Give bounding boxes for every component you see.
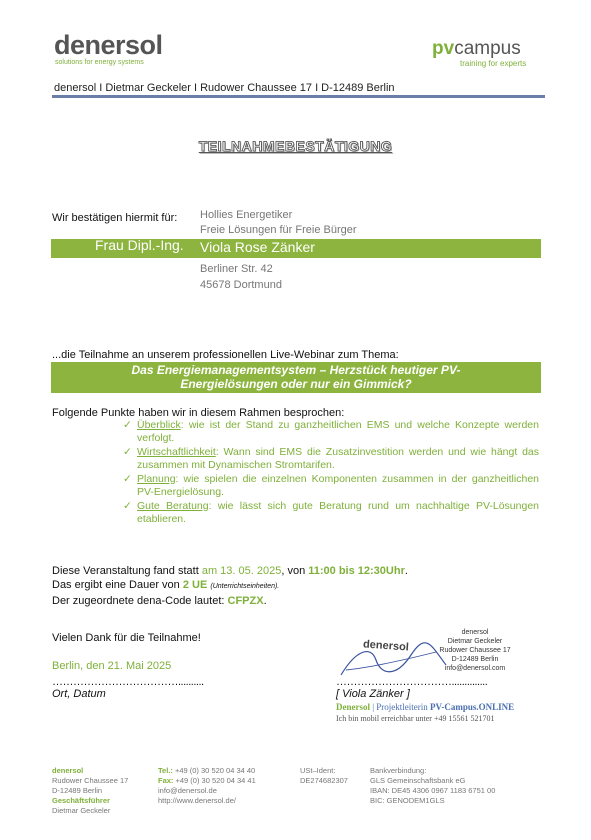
signer-title-line: Denersol | Projektleiterin PV-Campus.ONLINE: [336, 702, 515, 712]
place-date: Berlin, den 21. Mai 2025: [52, 660, 172, 672]
checkmark-icon: ✓: [123, 446, 132, 458]
stamp-logo: denersol: [362, 638, 410, 654]
point-text: : Wann sind EMS die Zusatzinvestition werden und wie hängt das zusammen mit Dynamischen Stromtarifen.: [137, 446, 539, 471]
point-term: Gute Beratung: [137, 500, 209, 512]
checkmark-icon: ✓: [123, 500, 132, 512]
recipient-street: Berliner Str. 42: [200, 263, 273, 275]
handwritten-signature: [336, 640, 456, 680]
signature-line-left: ………………………………..........: [52, 676, 204, 688]
list-item: [123, 446, 539, 472]
signer-name: [ Viola Zänker ]: [336, 688, 410, 700]
recipient-org-line2: Freie Lösungen für Freie Bürger: [200, 224, 357, 236]
topic-line2: Energielösungen oder nur ein Gimmick?: [180, 377, 412, 391]
point-term: Überblick: [137, 419, 181, 431]
confirm-label: Wir bestätigen hiermit für:: [52, 212, 178, 224]
event-duration: 2 UE: [182, 579, 208, 591]
list-item: [123, 419, 539, 445]
checkmark-icon: ✓: [123, 473, 132, 485]
signature-line-right: ……………………………..............: [336, 676, 488, 688]
footer-contact-col: Tel.: +49 (0) 30 520 04 34 40 Fax: +49 (0) 30 520 04 34 41 info@denersol.de http://www.denersol.de/: [158, 766, 256, 805]
event-date-line: Diese Veranstaltung fand statt am 13. 05. 2025, von 11:00 bis 12:30Uhr.: [52, 565, 408, 577]
recipient-name: Viola Rose Zänker: [200, 239, 315, 255]
point-text: : wie spielen die einzelnen Komponenten zusammen in der ganzheitlichen PV-Energielösung.: [137, 473, 539, 498]
dena-code: CFPZX: [227, 595, 264, 607]
event-duration-line: Das ergibt eine Dauer von 2 UE (Unterrichtseinheiten).: [52, 579, 280, 591]
footer-email-link[interactable]: info@denersol.de: [158, 786, 217, 795]
signer-mobile-line: Ich bin mobil erreichbar unter +49 15561 521701: [336, 714, 495, 723]
pvcampus-logo: pvcampus: [432, 38, 521, 59]
pvcampus-tagline: training for experts: [460, 59, 527, 68]
document-title: TEILNAHMEBESTÄTIGUNG: [198, 138, 393, 154]
recipient-org-line1: Hollies Energetiker: [200, 209, 293, 221]
point-term: Wirtschaftlichkeit: [137, 446, 216, 458]
point-text: : wie lässt sich gute Beratung rund um nachhaltige PV-Lösungen etablieren.: [137, 500, 539, 525]
header-divider: [52, 95, 545, 98]
list-item: [123, 473, 539, 499]
points-list: [123, 419, 539, 527]
checkmark-icon: ✓: [123, 419, 132, 431]
list-item: [123, 500, 539, 526]
points-intro: Folgende Punkte haben wir in diesem Rahmen besprochen:: [52, 407, 345, 419]
event-details: [52, 564, 408, 608]
footer-bank-col: Bankverbindung: GLS Gemeinschaftsbank eG IBAN: DE45 4306 0967 1183 6751 00 BIC: GENODEM1GLS: [370, 766, 496, 805]
footer-vat-col: USt–Ident: DE274682307: [300, 766, 348, 785]
footer-company-col: denersol Rudower Chaussee 17 D-12489 Berlin Geschäftsführer Dietmar Geckeler: [52, 766, 129, 815]
denersol-logo: denersol: [54, 30, 163, 60]
event-code-line: Der zugeordnete dena-Code lautet: CFPZX.: [52, 595, 267, 607]
point-term: Planung: [137, 473, 176, 485]
company-stamp: denersol Dietmar Geckeler Rudower Chaussee 17 D-12489 Berlin info@denersol.com: [439, 629, 511, 672]
webinar-intro: ...die Teilnahme an unserem professionellen Live-Webinar zum Thema:: [52, 349, 399, 361]
webinar-topic: [51, 362, 541, 393]
footer-web-link[interactable]: http://www.denersol.de/: [158, 796, 236, 805]
topic-line1: Das Energiemanagementsystem – Herzstück heutiger PV-: [131, 363, 461, 377]
ort-datum-label: Ort, Datum: [52, 688, 106, 700]
thanks-text: Vielen Dank für die Teilnahme!: [52, 632, 201, 644]
recipient-salutation: Frau Dipl.-Ing.: [95, 237, 184, 253]
event-time: 11:00 bis 12:30Uhr: [308, 565, 405, 577]
point-text: : wie ist der Stand zu ganzheitlichen EMS und welche Konzepte werden verfolgt.: [137, 419, 539, 444]
event-date: am 13. 05. 2025: [201, 565, 282, 577]
sender-address-line: denersol I Dietmar Geckeler I Rudower Chaussee 17 I D-12489 Berlin: [54, 82, 395, 94]
recipient-city: 45678 Dortmund: [200, 279, 282, 291]
denersol-tagline: solutions for energy systems: [55, 59, 144, 66]
